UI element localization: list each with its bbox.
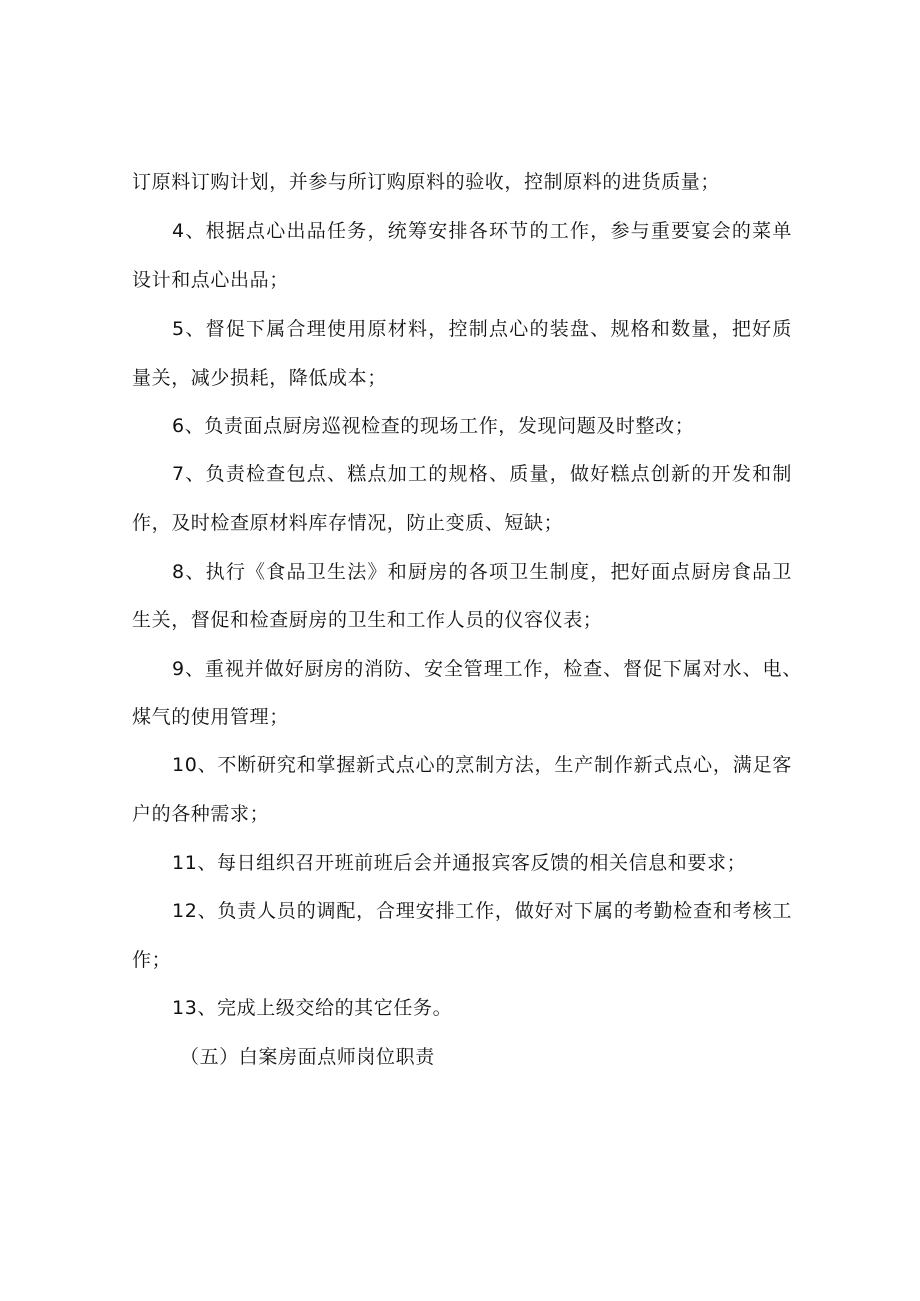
list-item-7-line-1: 7、负责检查包点、糕点加工的规格、质量，做好糕点创新的开发和制 xyxy=(172,463,792,485)
list-item-4-line-2: 设计和点心出品； xyxy=(132,269,289,291)
list-item-9-line-1: 9、重视并做好厨房的消防、安全管理工作，检查、督促下属对水、电、 xyxy=(172,658,802,680)
list-item-12-line-1: 12、负责人员的调配，合理安排工作，做好对下属的考勤检查和考核工 xyxy=(172,900,792,922)
list-item-10-line-2: 户的各种需求； xyxy=(132,803,270,825)
list-item-7-line-2: 作，及时检查原材料库存情况，防止变质、短缺； xyxy=(132,512,564,534)
section-heading: （五）白案房面点师岗位职责 xyxy=(180,1046,435,1068)
list-item-13: 13、完成上级交给的其它任务。 xyxy=(172,997,453,1019)
list-item-6: 6、负责面点厨房巡视检查的现场工作，发现问题及时整改； xyxy=(172,415,695,437)
list-item-5-line-2: 量关，减少损耗，降低成本； xyxy=(132,367,387,389)
list-item-5-line-1: 5、督促下属合理使用原材料，控制点心的装盘、规格和数量，把好质 xyxy=(172,318,792,340)
text-line-continuation: 订原料订购计划，并参与所订购原料的验收，控制原料的进货质量； xyxy=(132,171,721,193)
list-item-10-line-1: 10、不断研究和掌握新式点心的烹制方法，生产制作新式点心，满足客 xyxy=(172,754,792,776)
list-item-9-line-2: 煤气的使用管理； xyxy=(132,706,289,728)
list-item-4-line-1: 4、根据点心出品任务，统筹安排各环节的工作，参与重要宴会的菜单 xyxy=(172,220,792,242)
list-item-8-line-2: 生关，督促和检查厨房的卫生和工作人员的仪容仪表； xyxy=(132,609,603,631)
list-item-12-line-2: 作； xyxy=(132,949,172,971)
list-item-11: 11、每日组织召开班前班后会并通报宾客反馈的相关信息和要求； xyxy=(172,852,747,874)
list-item-8-line-1: 8、执行《食品卫生法》和厨房的各项卫生制度，把好面点厨房食品卫 xyxy=(172,561,792,583)
